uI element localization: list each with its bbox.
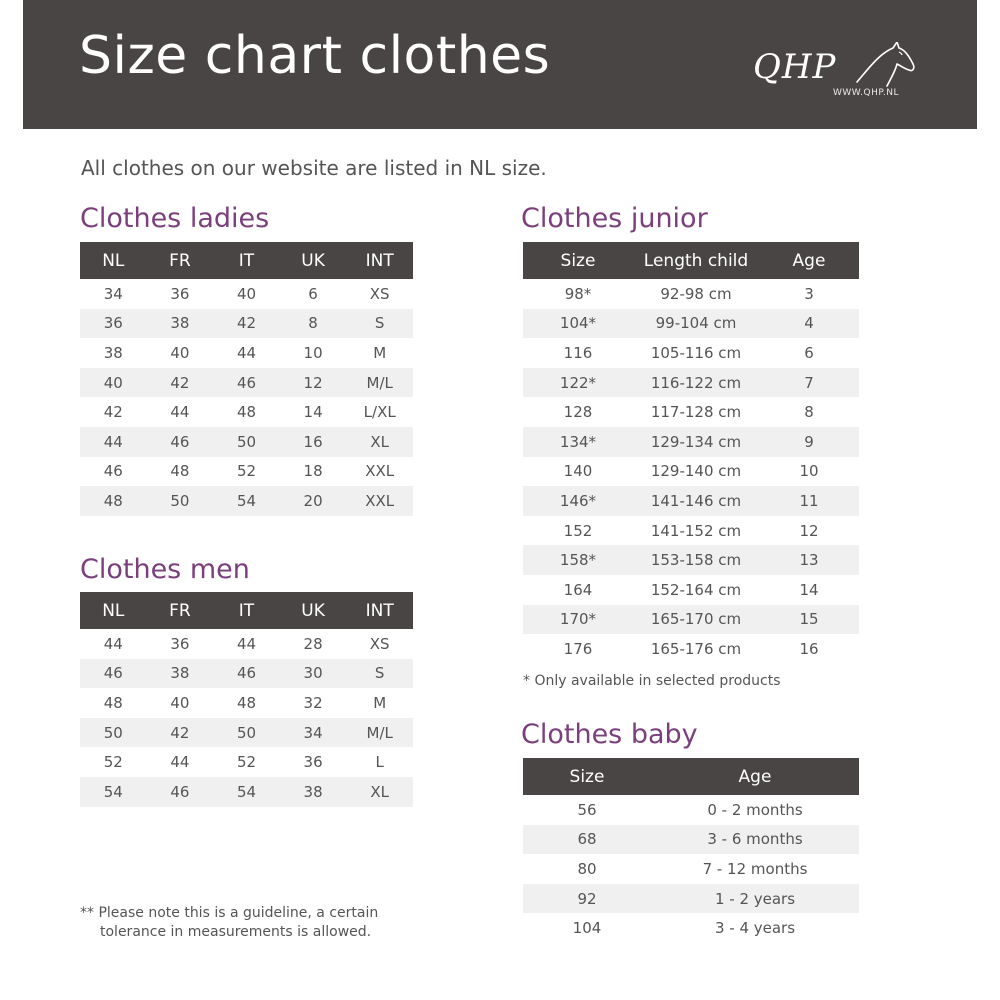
table-cell: 10	[280, 338, 347, 368]
table-row	[523, 368, 859, 398]
page-title: Size chart clothes	[79, 26, 551, 86]
col-header: NL	[80, 242, 147, 279]
col-header: UK	[280, 242, 347, 279]
table-cell: 3 - 4 years	[651, 913, 859, 943]
table-row	[523, 338, 859, 368]
col-header: IT	[213, 592, 280, 629]
table-row	[523, 427, 859, 457]
table-cell: 20	[280, 486, 347, 516]
table-row	[523, 913, 859, 943]
table-cell: 3 - 6 months	[651, 825, 859, 855]
table-cell: S	[346, 659, 413, 689]
table-cell: 6	[280, 279, 347, 309]
horse-head-icon	[855, 42, 917, 88]
table-cell: 68	[523, 825, 651, 855]
table-cell: 80	[523, 854, 651, 884]
table-cell: S	[346, 309, 413, 339]
table-row	[80, 457, 413, 487]
table-row	[80, 279, 413, 309]
table-row	[80, 718, 413, 748]
table-cell: 28	[280, 629, 347, 659]
table-cell: XS	[346, 629, 413, 659]
table-row	[80, 747, 413, 777]
table-cell: 7	[759, 368, 859, 398]
table-cell: 14	[280, 397, 347, 427]
table-cell: 116-122 cm	[633, 368, 759, 398]
table-cell: 141-146 cm	[633, 486, 759, 516]
table-cell: 9	[759, 427, 859, 457]
table-cell: 146*	[523, 486, 633, 516]
table-row	[523, 884, 859, 914]
table-cell: 10	[759, 457, 859, 487]
table-cell: 152	[523, 516, 633, 546]
table-row	[80, 688, 413, 718]
col-header: Size	[523, 242, 633, 279]
qhp-logo	[751, 47, 921, 105]
table-cell: 8	[759, 397, 859, 427]
table-cell: 15	[759, 605, 859, 635]
col-header: Size	[523, 758, 651, 795]
table-cell: 165-176 cm	[633, 634, 759, 664]
col-header: Length child	[633, 242, 759, 279]
table-cell: 105-116 cm	[633, 338, 759, 368]
table-row	[523, 516, 859, 546]
table-cell: 34	[280, 718, 347, 748]
table-cell: 176	[523, 634, 633, 664]
table-cell: XL	[346, 777, 413, 807]
col-header: IT	[213, 242, 280, 279]
table-cell: 3	[759, 279, 859, 309]
col-header: NL	[80, 592, 147, 629]
table-row	[523, 457, 859, 487]
table-cell: 42	[80, 397, 147, 427]
table-cell: L	[346, 747, 413, 777]
table-cell: 99-104 cm	[633, 309, 759, 339]
table-cell: 104*	[523, 309, 633, 339]
table-cell: 44	[213, 338, 280, 368]
table-cell: M	[346, 338, 413, 368]
table-cell: 42	[147, 368, 214, 398]
table-cell: 48	[213, 397, 280, 427]
table-cell: 11	[759, 486, 859, 516]
table-cell: 54	[213, 486, 280, 516]
table-cell: M/L	[346, 368, 413, 398]
table-cell: 153-158 cm	[633, 545, 759, 575]
table-cell: 50	[213, 718, 280, 748]
guideline-note-line1: ** Please note this is a guideline, a certain	[80, 905, 379, 921]
table-cell: 38	[147, 309, 214, 339]
table-cell: XXL	[346, 486, 413, 516]
table-cell: 34	[80, 279, 147, 309]
table-cell: 92	[523, 884, 651, 914]
table-cell: 52	[213, 747, 280, 777]
table-cell: 104	[523, 913, 651, 943]
men-title: Clothes men	[80, 554, 250, 585]
table-cell: 36	[147, 629, 214, 659]
col-header: FR	[147, 242, 214, 279]
table-cell: 165-170 cm	[633, 605, 759, 635]
table-row	[523, 605, 859, 635]
table-cell: 46	[147, 427, 214, 457]
table-cell: M/L	[346, 718, 413, 748]
ladies-title: Clothes ladies	[80, 203, 270, 234]
table-cell: 44	[147, 747, 214, 777]
table-cell: 117-128 cm	[633, 397, 759, 427]
table-cell: L/XL	[346, 397, 413, 427]
table-row	[523, 795, 859, 825]
table-cell: 98*	[523, 279, 633, 309]
table-cell: XL	[346, 427, 413, 457]
table-cell: 122*	[523, 368, 633, 398]
col-header: INT	[346, 242, 413, 279]
table-cell: 152-164 cm	[633, 575, 759, 605]
table-cell: 170*	[523, 605, 633, 635]
table-row	[80, 629, 413, 659]
table-cell: 50	[80, 718, 147, 748]
table-cell: 44	[213, 629, 280, 659]
table-cell: 40	[147, 688, 214, 718]
table-cell: 42	[213, 309, 280, 339]
table-row	[523, 486, 859, 516]
col-header: FR	[147, 592, 214, 629]
table-cell: 6	[759, 338, 859, 368]
table-row	[523, 634, 859, 664]
col-header: Age	[651, 758, 859, 795]
table-row	[80, 486, 413, 516]
table-cell: 40	[147, 338, 214, 368]
table-cell: 54	[213, 777, 280, 807]
junior-size-table	[523, 242, 859, 664]
table-row	[80, 427, 413, 457]
table-cell: 12	[280, 368, 347, 398]
table-cell: XS	[346, 279, 413, 309]
table-cell: 13	[759, 545, 859, 575]
table-cell: 7 - 12 months	[651, 854, 859, 884]
table-row	[80, 368, 413, 398]
table-cell: 46	[80, 457, 147, 487]
logo-text: QHP	[753, 47, 837, 87]
table-cell: 4	[759, 309, 859, 339]
table-cell: 38	[80, 338, 147, 368]
table-cell: 52	[213, 457, 280, 487]
table-cell: 8	[280, 309, 347, 339]
table-cell: 36	[280, 747, 347, 777]
table-row	[523, 825, 859, 855]
col-header: Age	[759, 242, 859, 279]
baby-size-table	[523, 758, 859, 943]
table-cell: 1 - 2 years	[651, 884, 859, 914]
table-cell: 48	[80, 688, 147, 718]
junior-title: Clothes junior	[521, 203, 708, 234]
logo-url: WWW.QHP.NL	[833, 88, 900, 98]
table-cell: 44	[80, 629, 147, 659]
table-cell: 116	[523, 338, 633, 368]
table-cell: 48	[213, 688, 280, 718]
table-cell: 46	[147, 777, 214, 807]
table-cell: 141-152 cm	[633, 516, 759, 546]
table-row	[80, 777, 413, 807]
table-cell: 16	[280, 427, 347, 457]
ladies-size-table	[80, 242, 413, 516]
table-cell: 16	[759, 634, 859, 664]
table-cell: 18	[280, 457, 347, 487]
table-cell: 38	[147, 659, 214, 689]
table-cell: 92-98 cm	[633, 279, 759, 309]
table-cell: 40	[213, 279, 280, 309]
guideline-note-line2: tolerance in measurements is allowed.	[100, 923, 372, 940]
table-row	[523, 545, 859, 575]
table-row	[523, 279, 859, 309]
table-row	[80, 659, 413, 689]
table-row	[80, 338, 413, 368]
table-cell: 54	[80, 777, 147, 807]
table-cell: 50	[213, 427, 280, 457]
table-cell: 44	[80, 427, 147, 457]
table-cell: 128	[523, 397, 633, 427]
table-cell: 48	[147, 457, 214, 487]
junior-footnote: * Only available in selected products	[523, 673, 781, 689]
col-header: INT	[346, 592, 413, 629]
table-cell: 14	[759, 575, 859, 605]
baby-title: Clothes baby	[521, 719, 698, 750]
guideline-note	[80, 904, 378, 942]
men-size-table	[80, 592, 413, 807]
table-cell: 38	[280, 777, 347, 807]
table-cell: 164	[523, 575, 633, 605]
table-cell: 40	[80, 368, 147, 398]
table-row	[523, 575, 859, 605]
table-cell: 30	[280, 659, 347, 689]
table-cell: M	[346, 688, 413, 718]
table-row	[80, 309, 413, 339]
table-cell: 129-134 cm	[633, 427, 759, 457]
header-banner	[23, 0, 977, 129]
table-cell: 36	[80, 309, 147, 339]
table-cell: 129-140 cm	[633, 457, 759, 487]
col-header: UK	[280, 592, 347, 629]
table-row	[523, 854, 859, 884]
table-cell: 140	[523, 457, 633, 487]
intro-text: All clothes on our website are listed in NL size.	[81, 156, 547, 180]
table-cell: 56	[523, 795, 651, 825]
table-cell: 0 - 2 months	[651, 795, 859, 825]
table-cell: 44	[147, 397, 214, 427]
table-cell: 50	[147, 486, 214, 516]
table-cell: 36	[147, 279, 214, 309]
table-cell: 46	[213, 368, 280, 398]
table-cell: 48	[80, 486, 147, 516]
table-cell: 32	[280, 688, 347, 718]
table-row	[80, 397, 413, 427]
table-row	[523, 397, 859, 427]
table-cell: 158*	[523, 545, 633, 575]
table-cell: XXL	[346, 457, 413, 487]
table-cell: 134*	[523, 427, 633, 457]
table-cell: 12	[759, 516, 859, 546]
table-row	[523, 309, 859, 339]
table-cell: 46	[80, 659, 147, 689]
table-cell: 46	[213, 659, 280, 689]
table-cell: 42	[147, 718, 214, 748]
table-cell: 52	[80, 747, 147, 777]
